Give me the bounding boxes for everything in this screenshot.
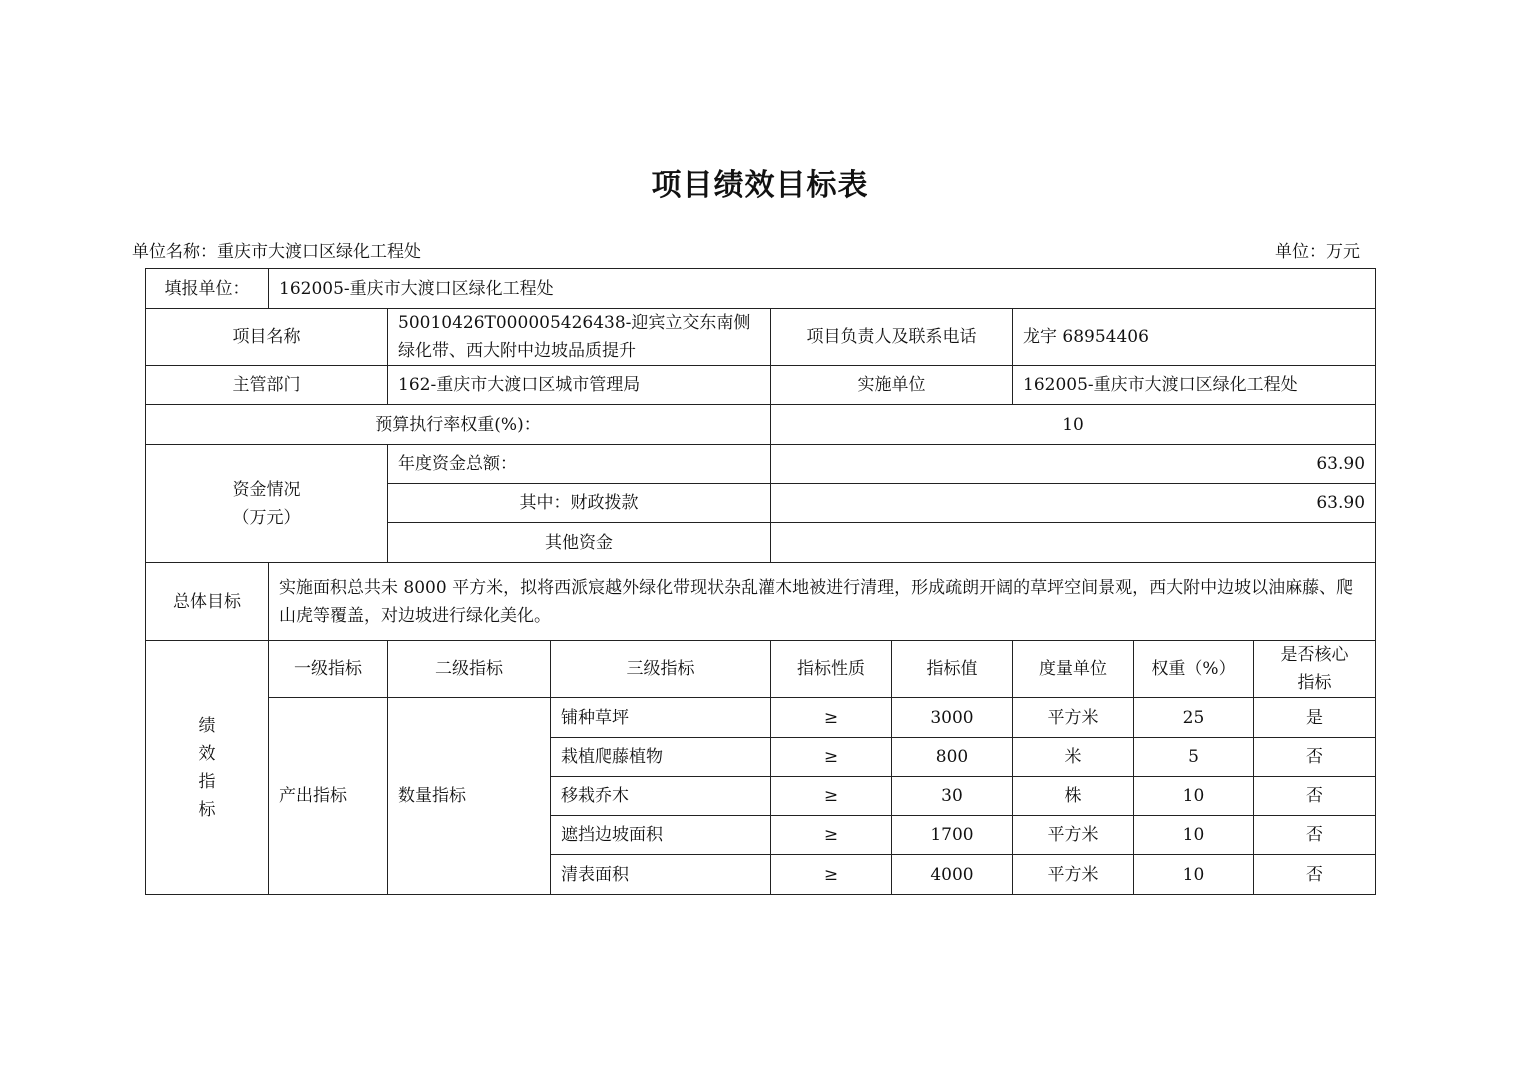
funds-fiscal-label: 其中：财政拨款: [388, 484, 771, 523]
perf-side-char: 指: [198, 771, 216, 792]
project-leader-label: 项目负责人及联系电话: [771, 309, 1013, 366]
table-row: [146, 698, 1376, 738]
indicator-core: 是: [1254, 698, 1376, 738]
header-value: 指标值: [892, 641, 1013, 698]
header-core-line1: 是否核心: [1280, 645, 1349, 665]
goal-row: [146, 563, 1376, 641]
header-level3: 三级指标: [551, 641, 771, 698]
filing-label: 填报单位：: [146, 269, 269, 309]
indicator-weight: 5: [1134, 738, 1254, 777]
unit-name: 单位名称：重庆市大渡口区绿化工程处: [132, 242, 421, 262]
project-name-label: 项目名称: [146, 309, 388, 366]
indicator-name: 移栽乔木: [551, 777, 771, 816]
dept-value: 162-重庆市大渡口区城市管理局: [388, 366, 771, 405]
indicator-nature: ≥: [771, 816, 892, 855]
indicator-value: 4000: [892, 855, 1013, 895]
header-level1: 一级指标: [269, 641, 388, 698]
indicator-weight: 25: [1134, 698, 1254, 738]
indicator-unit: 株: [1013, 777, 1134, 816]
funds-label-line1: 资金情况: [232, 479, 301, 500]
indicator-core: 否: [1254, 738, 1376, 777]
header-core: [1254, 641, 1376, 698]
currency-unit: 单位：万元: [1275, 242, 1360, 262]
indicator-nature: ≥: [771, 738, 892, 777]
header-weight: 权重（%）: [1134, 641, 1254, 698]
indicator-weight: 10: [1134, 855, 1254, 895]
dept-label: 主管部门: [146, 366, 388, 405]
indicator-name: 遮挡边坡面积: [551, 816, 771, 855]
performance-table: [145, 268, 1376, 895]
indicator-weight: 10: [1134, 777, 1254, 816]
perf-level1: 产出指标: [269, 698, 388, 895]
header-nature: 指标性质: [771, 641, 892, 698]
funds-fiscal-value: 63.90: [771, 484, 1376, 523]
indicator-name: 铺种草坪: [551, 698, 771, 738]
indicator-unit: 平方米: [1013, 855, 1134, 895]
project-leader-value: 龙宇 68954406: [1013, 309, 1376, 366]
indicator-core: 否: [1254, 855, 1376, 895]
perf-side-label: [146, 641, 269, 895]
indicator-value: 800: [892, 738, 1013, 777]
indicator-core: 否: [1254, 777, 1376, 816]
perf-side-char: 标: [198, 799, 216, 820]
filing-row: [146, 269, 1376, 309]
budget-row: [146, 405, 1376, 445]
goal-text: 实施面积总共未 8000 平方米，拟将西派宸越外绿化带现状杂乱灌木地被进行清理，形成疏朗开阔的草坪空间景观，西大附中边坡以油麻藤、爬山虎等覆盖，对边坡进行绿化美化。: [269, 563, 1376, 641]
indicator-unit: 平方米: [1013, 816, 1134, 855]
indicator-nature: ≥: [771, 855, 892, 895]
header-level2: 二级指标: [388, 641, 551, 698]
funds-other-value: [771, 523, 1376, 563]
perf-side-char: 绩: [198, 715, 216, 736]
indicator-name: 清表面积: [551, 855, 771, 895]
header-core-line2: 指标: [1297, 673, 1332, 693]
indicator-value: 30: [892, 777, 1013, 816]
budget-label: 预算执行率权重(%)：: [146, 405, 771, 445]
perf-level2: 数量指标: [388, 698, 551, 895]
perf-header-row: [146, 641, 1376, 698]
indicator-unit: 平方米: [1013, 698, 1134, 738]
impl-value: 162005-重庆市大渡口区绿化工程处: [1013, 366, 1376, 405]
indicator-nature: ≥: [771, 777, 892, 816]
funds-label-line2: （万元）: [232, 507, 301, 528]
indicator-nature: ≥: [771, 698, 892, 738]
perf-side-char: 效: [198, 743, 216, 764]
funds-total-row: [146, 445, 1376, 484]
indicator-unit: 米: [1013, 738, 1134, 777]
funds-total-label: 年度资金总额：: [388, 445, 771, 484]
funds-label: [146, 445, 388, 563]
budget-value: 10: [771, 405, 1376, 445]
header-unit: 度量单位: [1013, 641, 1134, 698]
filing-value: 162005-重庆市大渡口区绿化工程处: [269, 269, 1376, 309]
indicator-value: 3000: [892, 698, 1013, 738]
funds-total-value: 63.90: [771, 445, 1376, 484]
funds-other-label: 其他资金: [388, 523, 771, 563]
dept-row: [146, 366, 1376, 405]
indicator-value: 1700: [892, 816, 1013, 855]
indicator-core: 否: [1254, 816, 1376, 855]
indicator-name: 栽植爬藤植物: [551, 738, 771, 777]
indicator-weight: 10: [1134, 816, 1254, 855]
project-name-value: 50010426T000005426438-迎宾立交东南侧绿化带、西大附中边坡品质提升: [388, 309, 771, 366]
page-title: 项目绩效目标表: [651, 168, 869, 203]
project-row: [146, 309, 1376, 366]
goal-label: 总体目标: [146, 563, 269, 641]
impl-label: 实施单位: [771, 366, 1013, 405]
